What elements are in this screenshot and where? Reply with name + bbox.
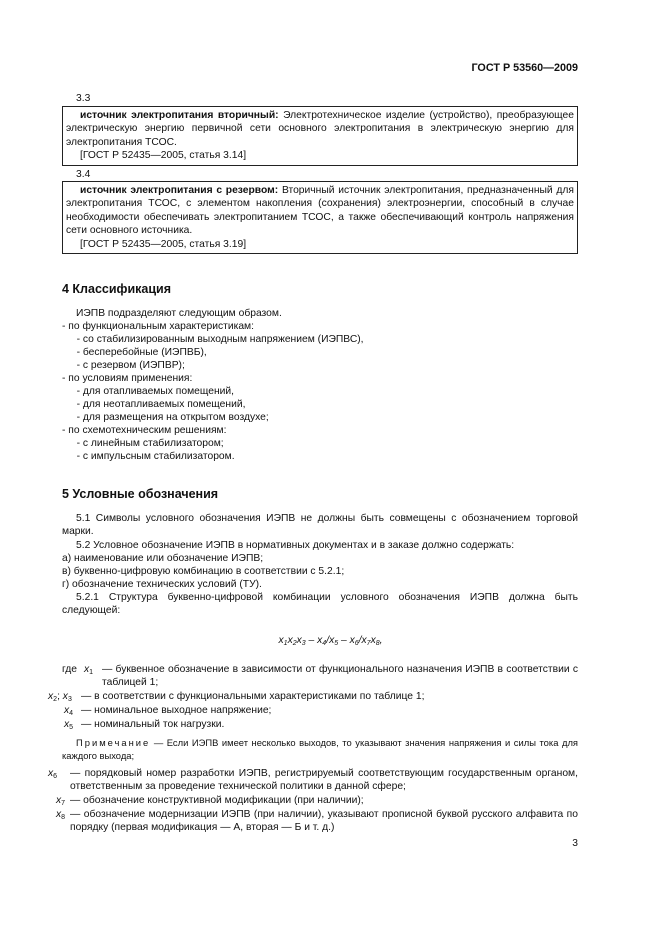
paragraph-text: 5.2 Условное обозначение ИЭПВ в нормативных документах и в заказе должно содержать:	[76, 540, 515, 551]
list-item: - с линейным стабилизатором;	[68, 438, 224, 449]
definition-text: — номинальный ток нагрузки.	[81, 719, 225, 730]
paragraph-5-1	[62, 512, 578, 539]
note-label: Примечание	[76, 737, 151, 748]
term-box	[62, 181, 578, 254]
list-item: а) наименование или обозначение ИЭПВ;	[62, 553, 264, 564]
definition-text-content: — порядковый номер разработки ИЭПВ, регистрируемый соответствующим государственным органом, ответственным за проведение технической политики в данной сфере;	[70, 768, 578, 793]
section-title: 5 Условные обозначения	[62, 487, 219, 501]
list-item: - с резервом (ИЭПВР);	[68, 360, 185, 371]
definition-symbol: $x_7$	[56, 795, 66, 807]
where-label: где	[62, 664, 78, 675]
definition-text-content: — обозначение модернизации ИЭПВ (при наличии), указывают прописной буквой русского алфавита по порядку (первая модификация — А, вторая — Б и т. д.)	[70, 809, 578, 834]
section-intro: ИЭПВ подразделяют следующим образом.	[76, 308, 282, 319]
formula-text: $x_1x_2x_3 - x_4/x_5 - x_6/x_7x_8$,	[278, 635, 383, 647]
definition-symbol: $x_8$	[56, 809, 66, 821]
definition-text	[70, 808, 578, 835]
term-text	[66, 109, 574, 149]
paragraph-text: 5.1 Символы условного обозначения ИЭПВ не должны быть совмещены с обозначением торговой марки.	[62, 513, 578, 538]
term-name: источник электропитания вторичный:	[80, 110, 279, 121]
note	[62, 737, 578, 762]
list-item: - по функциональным характеристикам:	[62, 321, 254, 332]
term-reference: [ГОСТ Р 52435—2005, статья 3.14]	[80, 150, 247, 162]
list-item: г) обозначение технических условий (ТУ).	[62, 579, 262, 590]
definition-symbol: $x_2$; $x_3$	[48, 691, 72, 703]
paragraph-5-2-1	[62, 591, 578, 618]
definition-text: — в соответствии с функциональными характеристиками по таблице 1;	[81, 691, 425, 702]
definition-symbol: $x_1$	[84, 664, 94, 676]
term-definition: Электротехническое изделие (устройство), преобразующее электрическую энергию первичной сети основного электропитания в электрическую энергию для электропитания ТСОС.	[66, 110, 574, 148]
list-item: - по условиям применения:	[62, 373, 193, 384]
term-text	[66, 184, 574, 238]
list-item: - для неотапливаемых помещений,	[68, 399, 246, 410]
list-item: - по схемотехническим решениям:	[62, 425, 227, 436]
paragraph-text: 5.2.1 Структура буквенно-цифровой комбинации условного обозначения ИЭПВ должна быть следующей:	[62, 592, 578, 617]
term-name: источник электропитания с резервом:	[80, 185, 279, 196]
definition-text-content: — буквенное обозначение в зависимости от функционального назначения ИЭПВ в соответствии с таблицей 1;	[102, 664, 578, 689]
list-item: - с импульсным стабилизатором.	[68, 451, 235, 462]
definition-text: — обозначение конструктивной модификации (при наличии);	[70, 795, 364, 806]
definition-symbol: $x_5$	[64, 719, 74, 731]
formula	[0, 634, 661, 647]
term-number: 3.3	[76, 93, 91, 104]
term-number: 3.4	[76, 169, 91, 180]
paragraph-5-2	[62, 539, 578, 552]
definition-symbol: $x_6$	[48, 768, 58, 780]
list-item: - бесперебойные (ИЭПВБ),	[68, 347, 207, 358]
definition-text	[102, 663, 578, 690]
section-title: 4 Классификация	[62, 282, 172, 296]
list-item: - для отапливаемых помещений,	[68, 386, 235, 397]
definition-text	[70, 767, 578, 794]
list-item: - со стабилизированным выходным напряжением (ИЭПВС),	[68, 334, 364, 345]
list-item: - для размещения на открытом воздухе;	[68, 412, 269, 423]
document-code: ГОСТ Р 53560—2009	[471, 62, 578, 74]
term-definition: Вторичный источник электропитания, предназначенный для электропитания ТСОС, с элементом накопления (сохранения) электроэнергии, способный в случае необходимости обеспечивать электропитанием ТСОС, а также обеспечивающий контроль напряжения сети основного источника.	[66, 185, 574, 237]
list-item: в) буквенно-цифровую комбинацию в соответствии с 5.2.1;	[62, 566, 345, 577]
definition-symbol: $x_4$	[64, 705, 74, 717]
note-body: — Если ИЭПВ имеет несколько выходов, то указывают значения напряжения и силы тока для каждого выхода;	[62, 737, 578, 761]
definition-text: — номинальное выходное напряжение;	[81, 705, 272, 716]
term-box	[62, 106, 578, 166]
note-text	[62, 737, 578, 762]
page-number: 3	[572, 837, 578, 849]
term-reference: [ГОСТ Р 52435—2005, статья 3.19]	[80, 238, 247, 250]
